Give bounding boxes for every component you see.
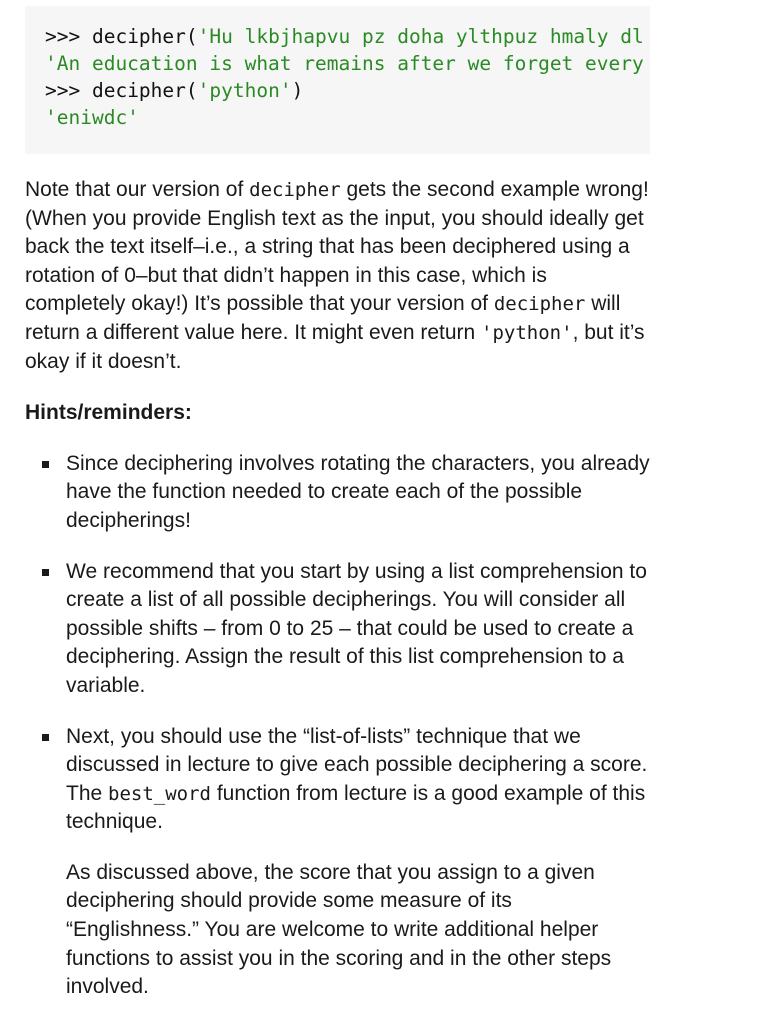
hint-text: Since deciphering involves rotating the characters, you already have the function needed to create each of the possible decipherings!: [66, 451, 650, 532]
inline-code: decipher: [493, 293, 586, 316]
code-paren: (: [185, 79, 198, 102]
code-paren: (: [185, 25, 198, 48]
code-line: [45, 77, 650, 104]
code-string-argument: 'python': [197, 79, 292, 102]
square-bullet-icon: [42, 461, 49, 468]
inline-code: best_word: [108, 782, 211, 805]
hint-text: [66, 723, 650, 837]
code-line: [45, 104, 650, 131]
text: , but it’s okay if it doesn’t.: [25, 320, 645, 373]
code-prompt: >>>: [45, 79, 92, 102]
list-item: [66, 558, 650, 701]
hint-text: As discussed above, the score that you assign to a given deciphering should provide some measure of its “Englishness.” You are welcome to write additional helper functions to assist you in the scoring and in the other steps involved.: [66, 860, 612, 999]
hint-text: We recommend that you start by using a list comprehension to create a list of all possible decipherings. You will consider all possible shifts – from 0 to 25 – that could be used to create a deciphering. Assign the result of this list comprehension to a variable.: [66, 559, 647, 697]
code-paren: ): [291, 79, 304, 102]
note-paragraph: [25, 176, 650, 376]
code-function-name: decipher: [91, 79, 186, 102]
code-output: 'eniwdc': [45, 106, 139, 129]
code-example-block: [25, 6, 650, 154]
code-prompt: >>>: [45, 25, 92, 48]
code-function-name: decipher: [91, 25, 186, 48]
text: function from lecture is a good example of this technique.: [66, 781, 646, 834]
document-body: [25, 176, 650, 1024]
text: Next, you should use the “list-of-lists” technique that we discussed in lecture to give each possible deciphering a score. The: [66, 724, 648, 805]
code-output: 'An education is what remains after we forget every: [45, 52, 644, 75]
code-string-argument: 'Hu lkbjhapvu pz doha ylthpuz hmaly dl: [197, 25, 644, 48]
square-bullet-icon: [42, 569, 49, 576]
square-bullet-icon: [42, 734, 49, 741]
list-item: [66, 450, 650, 536]
text: Note that our version of: [25, 178, 250, 201]
code-line: [45, 23, 650, 50]
text: will return a different value here. It might even return: [25, 292, 621, 344]
code-line: [45, 50, 650, 77]
inline-code: decipher: [249, 179, 341, 201]
inline-code: 'python': [481, 321, 573, 344]
hints-list: [25, 450, 650, 1002]
text: gets the second example wrong! (When you provide English text as the input, you should ideally get back the text itself–i.e., a string that has been deciphered using a rotation of 0–but that didn’t happen in this case, which is completely okay!) It’s possible that your version of: [25, 178, 649, 316]
hints-heading: Hints/reminders:: [25, 401, 192, 425]
list-item: [66, 723, 650, 1002]
